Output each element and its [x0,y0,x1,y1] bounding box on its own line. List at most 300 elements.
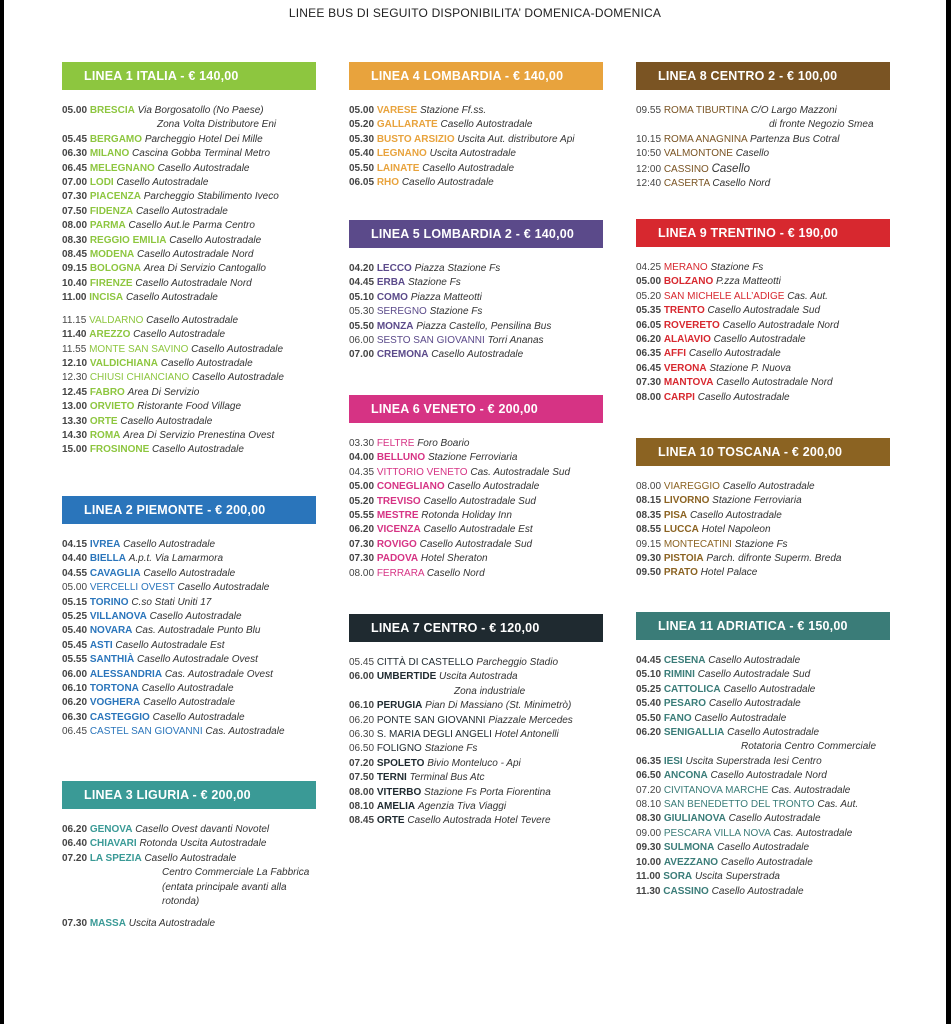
stop-time: 04.45 [636,655,662,666]
stop-city: INCISA [89,292,124,304]
stop-row [62,133,316,147]
stop-place: Casello Autostradale [116,177,209,189]
stop-time: 06.45 [636,362,662,374]
stop-time: 07.30 [349,538,375,550]
stop-city: ROVIGO [376,538,417,550]
stop-place: Stazione Fs [734,538,788,550]
stop-row [349,656,603,670]
stop-time: 05.40 [62,625,88,637]
stop-time: 08.00 [349,567,375,579]
stop-time: 07.50 [349,772,375,784]
stop-row [62,837,316,851]
stop-place: Piazza Stazione Fs [414,263,501,274]
stop-place: Casello [735,148,770,160]
stop-time: 06.30 [62,711,88,723]
stop-row [636,304,890,318]
stop-city: VILLANOVA [89,611,147,623]
stop-place: Casello Autostradale [711,885,804,897]
stop-city: BERGAMO [89,133,143,145]
stop-row [349,176,603,190]
stop-time: 10.15 [636,133,662,145]
stop-city: PERUGIA [376,700,423,712]
stop-row [62,176,316,190]
stop-time: 09.15 [62,263,88,275]
stop-row [636,494,890,508]
stop-time: 08.15 [636,495,662,507]
stop-row [636,376,890,390]
stop-city: RIMINI [663,669,695,681]
stop-place: Casello Autostradale [157,162,250,174]
stop-time: 11.55 [62,343,87,355]
stop-list [62,104,316,458]
stop-time: 06.20 [349,714,375,726]
stop-row [349,118,603,132]
stop-city: BOLOGNA [89,263,141,275]
stop-time: 06.20 [636,334,662,346]
stop-place: Casello Nord [712,178,771,190]
stop-time: 08.45 [349,815,375,827]
stop-time: 11.40 [62,329,87,341]
stop-row [62,162,316,176]
stop-row [62,400,316,414]
stop-time: 07.30 [62,918,88,930]
stop-time: 05.00 [349,481,375,493]
stop-city: BRESCIA [89,105,135,116]
stop-time: 12:40 [636,178,662,190]
line-header: LINEA 1 ITALIA - € 140,00 [62,62,316,90]
stop-row [636,566,890,580]
stop-row [62,624,316,638]
stop-city: BOLZANO [663,276,714,288]
stop-place: Parcheggio Stabilimento Iveco [143,191,279,203]
stop-time: 05.10 [636,669,662,681]
stop-row [62,262,316,276]
stop-time: 05.50 [349,162,375,174]
stop-city: S. MARIA DEGLI ANGELI [376,729,492,741]
stop-time: 08.35 [636,509,662,521]
stop-place: Stazione Fs Porta Fiorentina [424,786,551,798]
stop-city: AVEZZANO [663,856,719,868]
stop-time: 06.00 [349,671,375,683]
stop-place: Uscita Autostradale [429,148,516,160]
stop-row [636,480,890,494]
stop-list [636,654,890,899]
stop-row [62,725,316,739]
stop-row [62,711,316,725]
stop-row [349,437,603,451]
stop-city: MILANO [89,148,130,160]
stop-city: SPOLETO [376,757,425,769]
stop-time: 06.35 [636,348,662,360]
stop-place: Casello Autostradale [123,539,216,550]
stop-row [62,371,316,385]
stop-time: 05.40 [636,698,662,710]
stop-city: VERONA [663,362,707,374]
stop-city: FIDENZA [89,205,134,217]
stop-row [636,319,890,333]
stop-place: Casello Autostradale Nord [135,277,252,289]
stop-place: Casello Autostradale [440,119,533,131]
stop-row [349,567,603,581]
stop-time: 14.30 [62,429,88,441]
stop-time: 06.20 [62,697,88,709]
line-block [636,612,890,899]
stop-place: Casello Autostradale [713,334,806,346]
stop-city: TORINO [89,596,129,608]
stop-place: Casello Autostradale [133,329,226,341]
stop-place: Casello Autostradale [720,856,813,868]
stop-city: LAINATE [376,162,420,174]
line-header: LINEA 4 LOMBARDIA - € 140,00 [349,62,603,90]
stop-place: Uscita Aut. distributore Api [457,133,575,145]
stop-city: SENIGALLIA [663,727,725,739]
stop-place: Stazione Fs [407,277,461,289]
stop-city: VALDARNO [89,314,144,326]
stop-row [636,755,890,769]
stop-row [62,386,316,400]
page-title: LINEE BUS DI SEGUITO DISPONIBILITA’ DOMENICA-DOMENICA [288,6,662,20]
stop-place: Pian Di Massiano (St. Minimetrò) [425,700,572,712]
stop-city: SULMONA [663,842,715,854]
stop-row [636,523,890,537]
stop-place: Casello Autostradale [191,343,284,355]
stop-place: Piazzale Mercedes [488,714,573,726]
stop-time: 08.45 [62,249,88,261]
line-block [636,219,890,405]
stop-time: 05.35 [636,305,662,317]
stop-city: FROSINONE [89,444,150,456]
stop-city: LECCO [376,263,412,274]
stop-time: 04.20 [349,263,375,274]
stop-place: Casello Autostradale [708,655,801,666]
stop-city: SEREGNO [376,306,427,318]
stop-place: Casello Autostradale [697,391,790,403]
stop-time: 13.30 [62,415,88,427]
stop-city: COMO [376,291,408,303]
stop-row [62,668,316,682]
stop-place: Casello Autostradale [169,234,262,246]
stop-place: Stazione Fs [429,306,483,318]
stop-city: RHO [376,177,400,189]
stop-time: 09.15 [636,538,662,550]
stop-row [349,104,603,118]
stop-row [349,523,603,537]
stop-place: Casello Autostradale Nord [722,319,839,331]
stop-time: 12.10 [62,357,88,369]
stop-city: TREVISO [376,495,421,507]
line-block [62,496,316,740]
stop-time: 05.30 [349,306,375,318]
stop-city: MANTOVA [663,377,714,389]
stop-place: Parcheggio Hotel Dei Mille [144,133,263,145]
stop-city: IVREA [89,539,121,550]
stop-place: Torri Ananas [487,335,544,347]
line-header: LINEA 11 ADRIATICA - € 150,00 [636,612,890,640]
stop-place: Casello Autostradale [135,205,228,217]
stop-city: MESTRE [376,510,419,522]
stop-place: Casello Autostradale [717,842,810,854]
schedule-sheet [4,0,946,1024]
stop-city: LIVORNO [663,495,710,507]
stop-time: 07.20 [349,757,375,769]
stop-place: Casello Autostradale Sud [419,538,533,550]
stop-place: Casello Autostradale [727,727,820,739]
stop-row [636,177,890,191]
line-block [349,395,603,581]
stop-city: LUCCA [663,524,699,536]
stop-place: Hotel Napoleon [701,524,771,536]
stop-place: Area Di Servizio Prenestina Ovest [123,429,275,441]
stop-time: 05.55 [349,510,375,522]
stop-place: Casello Autostradale [152,444,244,456]
stop-place: Rotonda Holiday Inn [421,510,512,522]
stop-time: 12.30 [62,372,88,384]
stop-city: CASSINO [663,885,709,897]
stop-time: 05.20 [349,495,375,507]
stop-place: Casello Autostradale [144,852,237,864]
stop-time: 05.15 [62,596,88,608]
stop-row [636,509,890,523]
stop-city: ROMA TIBURTINA [663,105,748,116]
stop-time: 05.00 [636,276,662,288]
stop-row [62,581,316,595]
stop-city: IESI [663,755,683,767]
stop-place: Casello Autostradale [708,698,801,710]
stop-city: PISTOIA [663,553,704,565]
stop-place-continued: (entata principale avanti alla [162,881,287,893]
stop-city: PONTE SAN GIOVANNI [376,714,486,726]
stop-city: TRENTO [663,305,705,317]
stop-place: C.so Stati Uniti 17 [131,596,212,608]
line-block [636,62,890,191]
stop-place: Hotel Sheraton [420,553,488,565]
stop-place: Stazione P. Nuova [709,362,791,374]
stop-city: NOVARA [89,625,133,637]
line-block [349,614,603,829]
stop-time: 09.55 [636,105,662,116]
stop-row [636,885,890,899]
stop-list [636,480,890,581]
stop-row [349,348,603,362]
stop-city: LODI [89,177,114,189]
stop-city: ALA\AVIO [663,334,711,346]
stop-time: 05.00 [62,582,88,594]
stop-city: SAN BENEDETTO DEL TRONTO [663,799,815,811]
stop-place: Area Di Servizio Cantogallo [143,263,266,275]
stop-time: 06.20 [62,824,88,835]
stop-row [62,205,316,219]
stop-city: CARPI [663,391,695,403]
stop-time: 10:50 [636,148,662,160]
stop-place: Cas. Autostradale [771,784,851,796]
stop-time: 06.00 [349,335,375,347]
stop-time: 10.00 [636,856,662,868]
stop-city: SANTHIÀ [89,654,135,666]
stop-city: ANCONA [663,770,708,782]
stop-place: Casello Autostradale [120,415,213,427]
stop-city: VALMONTONE [663,148,733,160]
stop-place-continued: Rotatoria Centro Commerciale [741,741,877,753]
stop-list [349,104,603,190]
stop-row [349,757,603,771]
stop-city: FELTRE [376,438,415,449]
stop-time: 05.45 [62,639,88,651]
stop-place: Uscita Superstrada Iesi Centro [685,755,822,767]
stop-place: Casello Autostradale Sud [423,495,536,507]
stop-place: Casello Autostradale [149,611,242,623]
stop-place: Casello Autostradale Ovest [137,654,258,666]
stop-place: Stazione Fs [424,743,478,755]
stop-time: 07.30 [349,553,375,565]
stop-row [636,769,890,783]
stop-list [62,538,316,740]
stop-row [636,290,890,304]
stop-city: MASSA [89,918,126,930]
stop-city: PIACENZA [89,191,141,203]
stop-city: SORA [663,871,693,883]
spacer [62,306,316,314]
stop-time: 06.45 [62,162,88,174]
stop-row [349,495,603,509]
stop-city: UMBERTIDE [376,671,437,683]
stop-row [62,682,316,696]
stop-place-continued: Zona industriale [454,685,526,697]
stop-row [636,654,890,668]
stop-place: Casello Autostradale [689,509,782,521]
stop-place: Piazza Matteotti [410,291,482,303]
stop-city: CESENA [663,655,706,666]
stop-time: 11.15 [62,314,87,326]
stop-time: 09.30 [636,553,662,565]
stop-row [62,328,316,342]
line-block [62,781,316,932]
stop-time: 08.00 [636,481,662,492]
stop-place: Stazione Ff.ss. [419,105,487,116]
stop-place: Partenza Bus Cotral [749,133,840,145]
stop-city: CASTEL SAN GIOVANNI [89,726,203,738]
stop-time: 08.00 [349,786,375,798]
stop-city: CHIUSI CHIANCIANO [89,372,190,384]
stop-place: Casello Ovest davanti Novotel [135,824,270,835]
stop-row [62,552,316,566]
stop-city: PADOVA [376,553,419,565]
stop-place: Agenzia Tiva Viaggi [417,801,507,813]
stop-row [349,670,603,684]
stop-row [62,357,316,371]
stop-time: 08.30 [636,813,662,825]
stop-row [636,870,890,884]
stop-time: 05.00 [349,105,375,116]
stop-city: SESTO SAN GIOVANNI [376,335,485,347]
stop-place: Casello Autostradale [447,481,540,493]
stop-row [62,147,316,161]
stop-row [349,509,603,523]
stop-city: ROMA [89,429,121,441]
stop-place: Casello Aut.le Parma Centro [128,220,255,232]
stop-time: 04.40 [62,553,88,565]
stop-city: TORTONA [89,683,139,695]
stop-time: 07.30 [636,377,662,389]
stop-time: 03.30 [349,438,375,449]
stop-time: 09.30 [636,842,662,854]
stop-time: 06.10 [62,683,88,695]
stop-place: Casello Autostradale [143,697,236,709]
stop-row [62,917,316,931]
stop-time: 07.00 [62,177,88,189]
stop-place: Uscita Autostrada [439,671,518,683]
stop-place: Casello Nord [426,567,485,579]
stop-row [62,415,316,429]
stop-place: Casello Autostradale [125,292,218,304]
stop-time: 04.45 [349,277,375,289]
stop-row [62,190,316,204]
stop-place: Stazione Fs [710,262,764,273]
stop-place: Casello Autostradale [152,711,245,723]
stop-city: VICENZA [376,524,421,536]
stop-place: Casello Autostradale [177,582,270,594]
stop-city: CATTOLICA [663,683,721,695]
line-header: LINEA 2 PIEMONTE - € 200,00 [62,496,316,524]
stop-place: Casello Autostradale [141,683,234,695]
stop-city: AFFI [663,348,687,360]
line-block [349,62,603,190]
stop-place: Stazione Ferroviaria [427,452,518,464]
stop-row [636,668,890,682]
stop-city: ASTI [89,639,113,651]
stop-list [636,104,890,191]
stop-city: FOLIGNO [376,743,422,755]
stop-row [62,610,316,624]
stop-place: Cascina Gobba Terminal Metro [132,148,271,160]
stop-place: Casello Autostradale [722,481,815,492]
stop-row [62,823,316,837]
stop-row [62,429,316,443]
stop-row [636,162,890,177]
stop-place: Cas. Autostradale Punto Blu [135,625,261,637]
stop-time: 06.00 [62,668,88,680]
stop-list [349,656,603,829]
stop-city: ORTE [376,815,405,827]
stop-city: CITTÀ DI CASTELLO [376,657,474,668]
stop-time: 08.10 [636,799,662,811]
stop-city: CONEGLIANO [376,481,445,493]
stop-place: Terminal Bus Atc [409,772,485,784]
stop-row [62,653,316,667]
stop-city: FABRO [89,386,125,398]
stop-place: Casello Autostradale [192,372,284,384]
stop-city: PRATO [663,567,698,579]
stop-row [636,261,890,275]
stop-time: 15.00 [62,444,88,456]
stop-time: 05.50 [636,712,662,724]
stop-place: Hotel Palace [700,567,758,579]
stop-place: Cas. Autostradale [773,827,853,839]
stop-place: Casello Autostradale [694,712,787,724]
stop-city: ORTE [89,415,118,427]
stop-city: ROMA ANAGNINA [663,133,748,145]
stop-place: Uscita Superstrada [694,871,780,883]
stop-row [349,133,603,147]
stop-time: 05.20 [349,119,375,131]
stop-time: 04.35 [349,466,375,478]
line-header: LINEA 7 CENTRO - € 120,00 [349,614,603,642]
stop-time: 12.45 [62,386,88,398]
stop-place-continued: di fronte Negozio Smea [769,119,874,131]
stop-time: 08.30 [62,234,88,246]
stop-city: PESCARA VILLA NOVA [663,827,771,839]
stop-city: CAVAGLIA [89,567,141,579]
stop-place: Casello [711,162,750,175]
